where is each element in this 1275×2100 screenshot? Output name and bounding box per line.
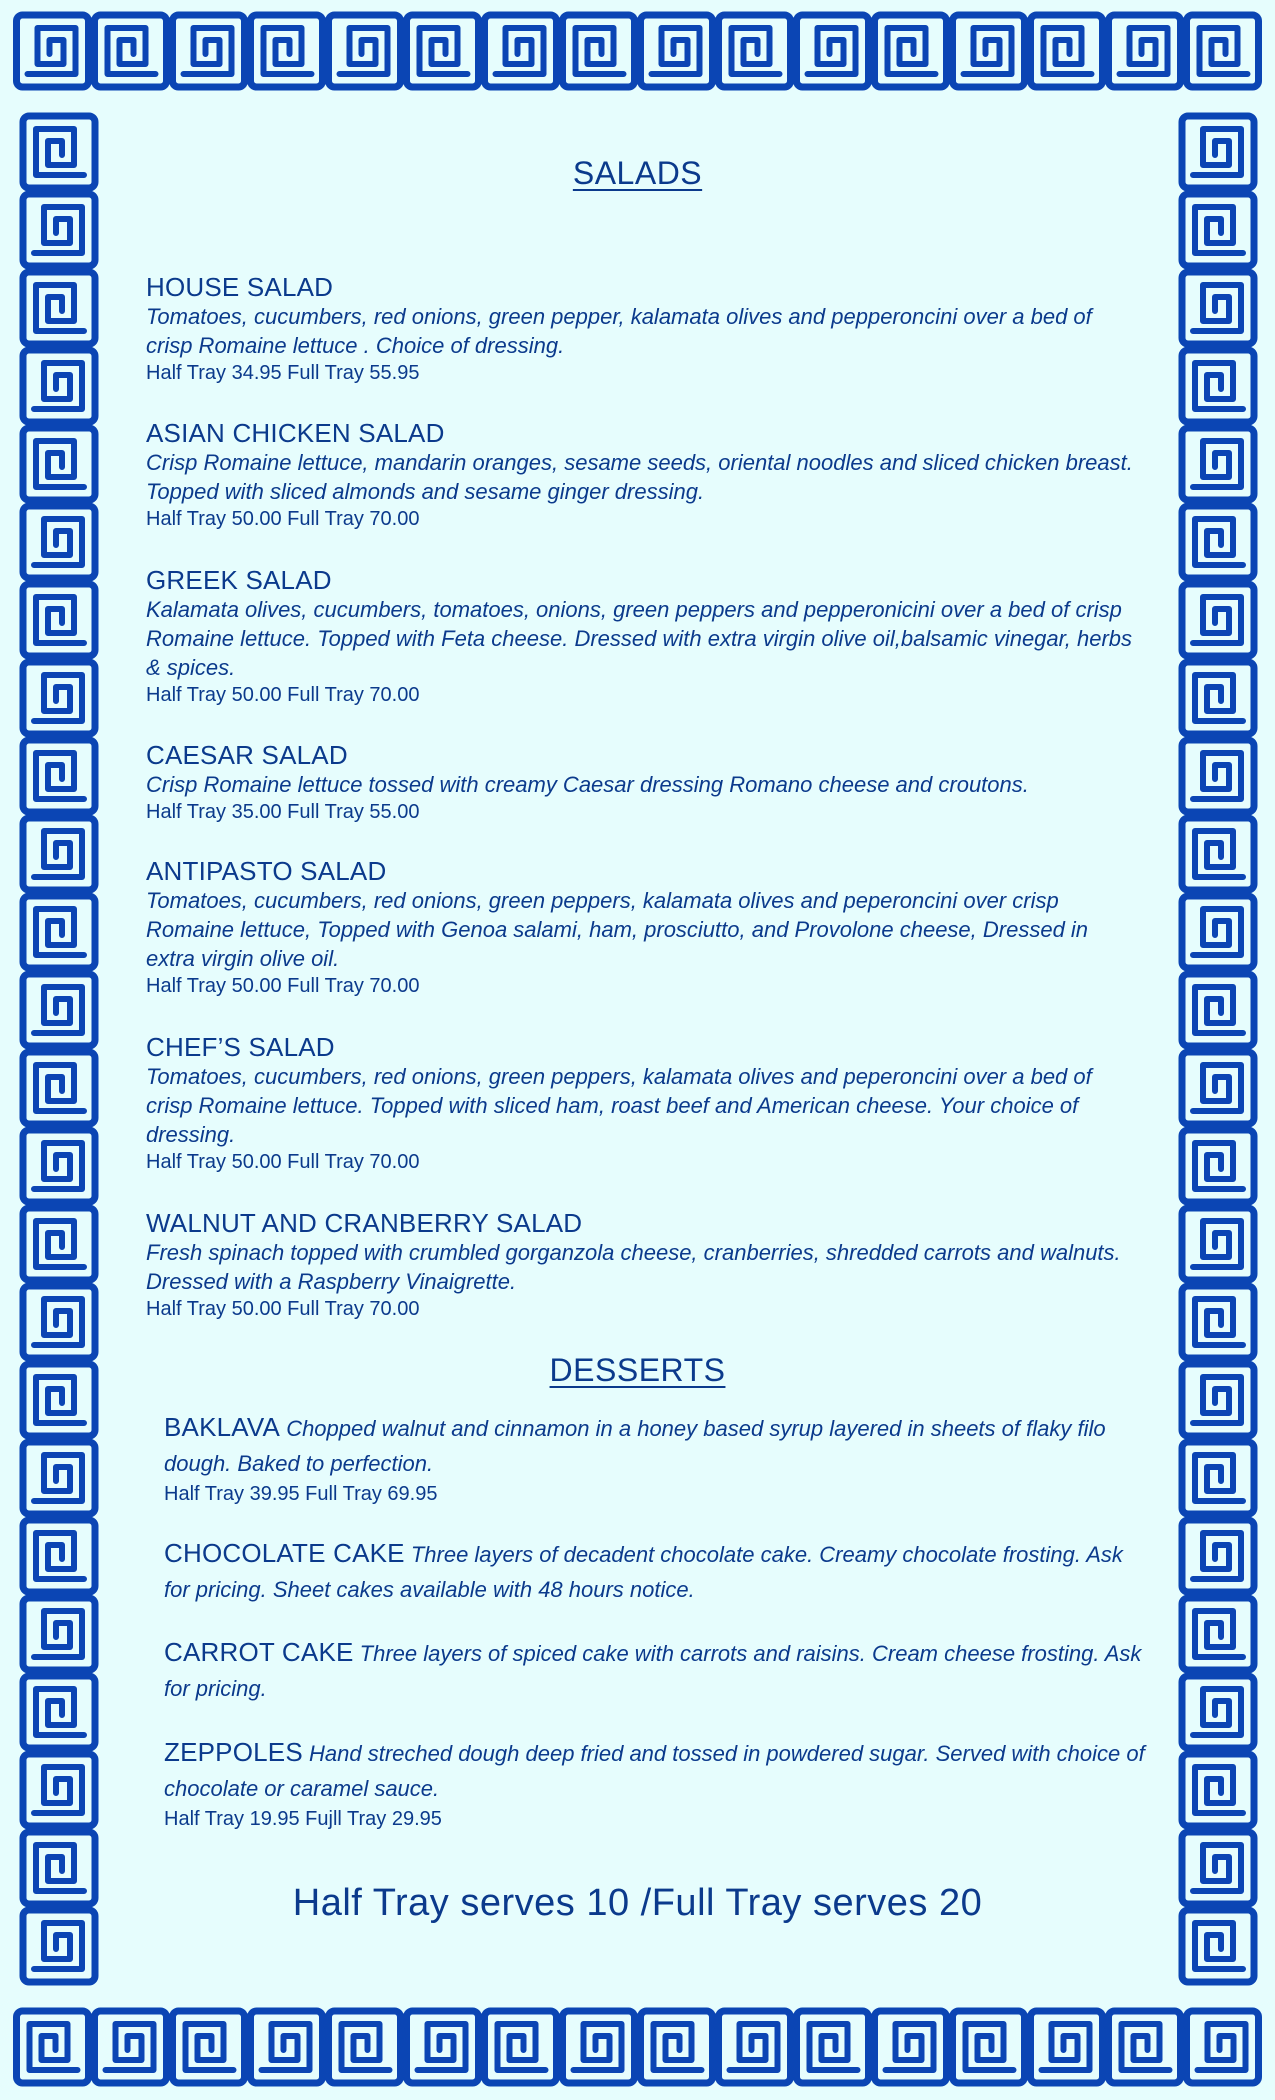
item-description: Kalamata olives, cucumbers, tomatoes, onions, green peppers and pepperonicini over a bed of crisp Romaine lettuce. Topped with Feta cheese. Dressed with extra virgin olive oil,balsamic vinegar, herbs & spices. — [146, 597, 1133, 680]
item-name: CHOCOLATE CAKE — [164, 1538, 405, 1568]
menu-item-house-salad — [146, 272, 1136, 386]
item-text — [164, 1735, 1154, 1806]
desserts-title: DESSERTS — [549, 1352, 726, 1388]
item-price: Half Tray 19.95 Fujll Tray 29.95 — [164, 1808, 442, 1830]
item-price: Half Tray 50.00 Full Tray 70.00 — [146, 508, 420, 530]
menu-item-greek-salad — [146, 565, 1136, 708]
item-description: Three layers of decadent chocolate cake. Creamy chocolate frosting. Ask for pricing. Sheet cakes available with 48 hours notice. — [164, 1542, 1123, 1602]
item-price: Half Tray 50.00 Full Tray 70.00 — [146, 1151, 420, 1173]
item-price: Half Tray 50.00 Full Tray 70.00 — [146, 975, 420, 997]
item-text — [164, 1635, 1154, 1706]
item-text — [164, 1410, 1154, 1481]
item-description: Tomatoes, cucumbers, red onions, green peppers, kalamata olives and peperoncini over a bed of crisp Romaine lettuce. Topped with sliced ham, roast beef and American cheese. Your choice of dressing. — [146, 1064, 1092, 1147]
menu-item-carrot-cake — [164, 1635, 1154, 1706]
item-price: Half Tray 39.95 Full Tray 69.95 — [164, 1483, 438, 1505]
salads-title: SALADS — [572, 155, 703, 191]
item-name: CHEF’S SALAD — [146, 1032, 335, 1062]
item-name: BAKLAVA — [164, 1412, 281, 1442]
item-price: Half Tray 35.00 Full Tray 55.00 — [146, 801, 420, 823]
menu-item-zeppoles — [164, 1735, 1154, 1832]
item-name: WALNUT AND CRANBERRY SALAD — [146, 1208, 583, 1238]
menu-item-chefs-salad — [146, 1032, 1136, 1175]
item-description: Hand streched dough deep fried and tossed in powdered sugar. Served with choice of chocolate or caramel sauce. — [164, 1741, 1145, 1801]
item-name: ANTIPASTO SALAD — [146, 856, 387, 886]
item-description: Three layers of spiced cake with carrots and raisins. Cream cheese frosting. Ask for pricing. — [164, 1641, 1142, 1701]
item-price: Half Tray 50.00 Full Tray 70.00 — [146, 1298, 420, 1320]
menu-item-baklava — [164, 1410, 1154, 1507]
item-name: ZEPPOLES — [164, 1737, 303, 1767]
menu-item-chocolate-cake — [164, 1536, 1154, 1607]
menu-item-antipasto-salad — [146, 856, 1136, 999]
item-description: Chopped walnut and cinnamon in a honey based syrup layered in sheets of flaky filo dough. Baked to perfection. — [164, 1416, 1106, 1476]
menu-item-asian-chicken-salad — [146, 418, 1136, 532]
item-price: Half Tray 50.00 Full Tray 70.00 — [146, 684, 420, 706]
item-description: Crisp Romaine lettuce, mandarin oranges, sesame seeds, oriental noodles and sliced chicken breast. Topped with sliced almonds and sesame ginger dressing. — [146, 450, 1133, 504]
menu-item-walnut-cranberry-salad — [146, 1208, 1136, 1322]
item-description: Tomatoes, cucumbers, red onions, green peppers, kalamata olives and peperoncini over crisp Romaine lettuce, Topped with Genoa salami, ham, prosciutto, and Provolone cheese, Dressed in extra virgin olive oil. — [146, 888, 1089, 971]
item-description: Crisp Romaine lettuce tossed with creamy Caesar dressing Romano cheese and croutons. — [146, 772, 1029, 797]
item-description: Fresh spinach topped with crumbled gorganzola cheese, cranberries, shredded carrots and walnuts. Dressed with a Raspberry Vinaigrette. — [146, 1240, 1121, 1294]
item-text — [164, 1536, 1154, 1607]
item-price: Half Tray 34.95 Full Tray 55.95 — [146, 362, 420, 384]
item-name: ASIAN CHICKEN SALAD — [146, 418, 445, 448]
item-name: GREEK SALAD — [146, 565, 332, 595]
menu-item-caesar-salad — [146, 740, 1136, 825]
serving-size-note: Half Tray serves 10 /Full Tray serves 20 — [292, 1882, 983, 1924]
item-description: Tomatoes, cucumbers, red onions, green pepper, kalamata olives and pepperoncini over a bed of crisp Romaine lettuce . Choice of dressing. — [146, 304, 1092, 358]
item-name: CAESAR SALAD — [146, 740, 348, 770]
item-name: CARROT CAKE — [164, 1637, 354, 1667]
item-name: HOUSE SALAD — [146, 272, 334, 302]
